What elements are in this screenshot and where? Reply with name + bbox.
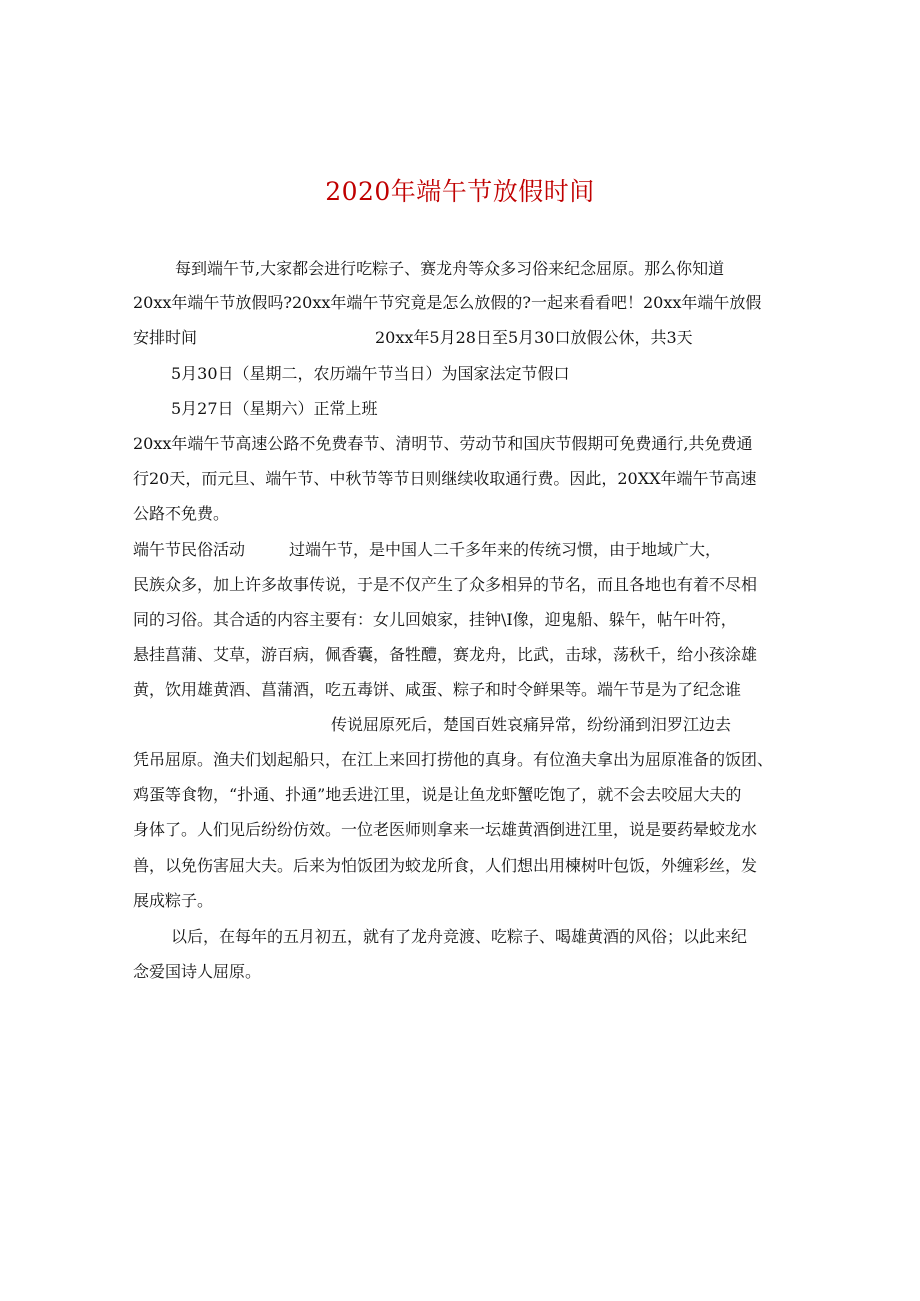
text-line: 安排时间 xyxy=(133,328,198,347)
text-line: 身体了。人们见后纷纷仿效。一位老医师则拿来一坛雄黄酒倒进江里，说是要药晕蛟龙水 xyxy=(133,820,758,839)
text-line: 5月30日（星期二，农历端午节当日）为国家法定节假口 xyxy=(171,364,570,383)
text-line: 悬挂菖蒲、艾草，游百病，佩香囊，备牲醴，赛龙舟，比武，击球，荡秋千，给小孩涂雄 xyxy=(133,645,758,664)
text-line: 念爱国诗人屈原。 xyxy=(133,962,262,981)
document-title: 2020年端午节放假时间 xyxy=(325,177,595,206)
text-line: 凭吊屈原。渔夫们划起船只，在江上来回打捞他的真身。有位渔夫拿出为屈原准备的饭团、 xyxy=(133,750,774,769)
text-line: 20xx年5月28日至5月30口放假公休，共3天 xyxy=(375,328,693,347)
text-line: 端午节民俗活动 xyxy=(133,540,246,559)
text-line: 同的习俗。其合适的内容主要有：女儿回娘家，挂钟\I像，迎鬼船、躲午，帖午叶符， xyxy=(133,610,737,629)
text-line: 行20天，而元旦、端午节、中秋节等节日则继续收取通行费。因此，20XX年端午节高速 xyxy=(133,469,757,488)
text-line: 过端午节，是中国人二千多年来的传统习惯，由于地域广大， xyxy=(289,540,722,559)
text-line: 20xx年端午节放假吗?20xx年端午节究竟是怎么放假的?一起来看看吧！20xx年端午放假 xyxy=(133,293,762,312)
text-line: 传说屈原死后，楚国百姓哀痛异常，纷纷涌到汨罗江边去 xyxy=(331,715,732,734)
text-line: 每到端午节,大家都会进行吃粽子、赛龙舟等众多习俗来纪念屈原。那么你知道 xyxy=(175,259,725,278)
text-line: 鸡蛋等食物，“扑通、扑通”地丢进江里，说是让鱼龙虾蟹吃饱了，就不会去咬屈大夫的 xyxy=(133,785,742,804)
text-line: 黄，饮用雄黄酒、菖蒲酒，吃五毒饼、咸蛋、粽子和时令鲜果等。端午节是为了纪念谁 xyxy=(133,680,742,699)
text-line: 5月27日（星期六）正常上班 xyxy=(171,399,378,418)
text-line: 展成粽子。 xyxy=(133,891,214,910)
text-line: 民族众多，加上许多故事传说，于是不仅产生了众多相异的节名，而且各地也有着不尽相 xyxy=(133,575,758,594)
text-line: 公路不免费。 xyxy=(133,504,230,523)
text-line: 兽，以免伤害屈大夫。后来为怕饭团为蛟龙所食，人们想出用楝树叶包饭，外缠彩丝，发 xyxy=(133,856,758,875)
text-line: 以后，在每年的五月初五，就有了龙舟竞渡、吃粽子、喝雄黄酒的风俗；以此来纪 xyxy=(171,927,748,946)
text-line: 20xx年端午节高速公路不免费春节、清明节、劳动节和国庆节假期可免费通行,共免费通 xyxy=(133,434,753,453)
